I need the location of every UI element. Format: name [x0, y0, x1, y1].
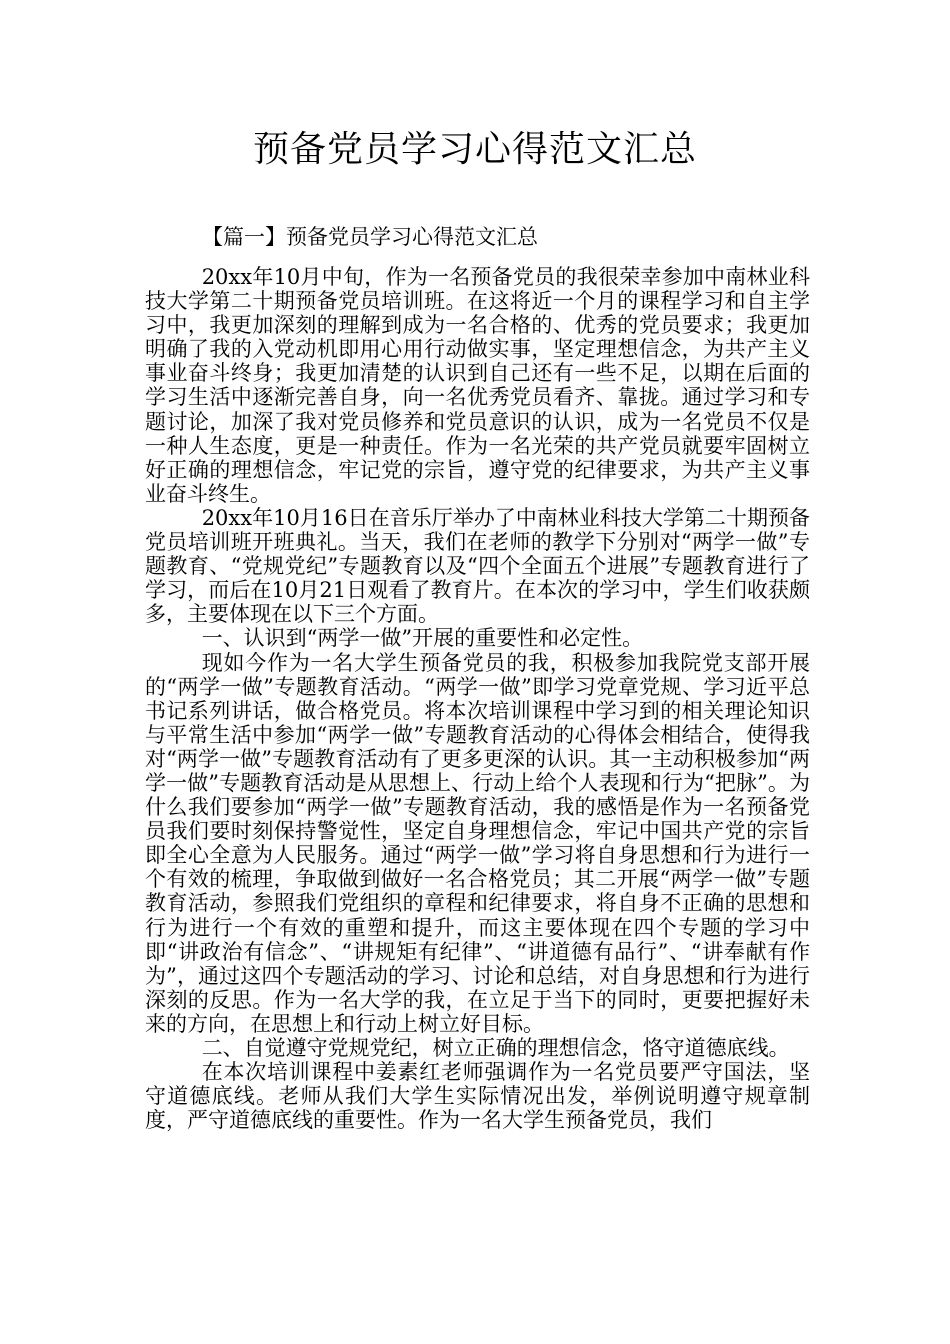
paragraph-opening-ceremony: 20xx年10月16日在音乐厅举办了中南林业科技大学第二十期预备党员培训班开班典礼。当天，我们在老师的教学下分别对“两学一做”专题教育、“党规党纪”专题教育以及“四个全面五个进展”专题教育进行了学习，而后在10月21日观看了教育片。在本次的学习中，学生们收获颇多，主要体现在以下三个方面。 [145, 505, 810, 627]
paragraph-discipline: 在本次培训课程中姜素红老师强调作为一名党员要严守国法，坚守道德底线。老师从我们大学生实际情况出发，举例说明遵守规章制度，严守道德底线的重要性。作为一名大学生预备党员，我们 [145, 1060, 810, 1133]
paragraph-subheading-1: 一、认识到“两学一做”开展的重要性和必定性。 [201, 626, 644, 651]
paragraph-intro: 20xx年10月中旬，作为一名预备党员的我很荣幸参加中南林业科技大学第二十期预备党员培训班。在这将近一个月的课程学习和自主学习中，我更加深刻的理解到成为一名合格的、优秀的党员要求；我更加明确了我的入党动机即用心用行动做实事，坚定理想信念，为共产主义事业奋斗终身；我更加清楚的认识到自己还有一些不足，以期在后面的学习生活中逐渐完善自身，向一名优秀党员看齐、靠拢。通过学习和专题讨论，加深了我对党员修养和党员意识的认识，成为一名党员不仅是一种人生态度，更是一种责任。作为一名光荣的共产党员就要牢固树立好正确的理想信念，牢记党的宗旨，遵守党的纪律要求，为共产主义事业奋斗终生。 [145, 265, 810, 506]
document-title: 预备党员学习心得范文汇总 [252, 129, 697, 170]
paragraph-subheading-2: 二、自觉遵守党规党纪，树立正确的理想信念，恪守道德底线。 [201, 1036, 790, 1060]
paragraph-liangxueyizuo: 现如今作为一名大学生预备党员的我，积极参加我院党支部开展的“两学一做”专题教育活动。“两学一做”即学习党章党规、学习近平总书记系列讲话，做合格党员。将本次培训课程中学习到的相关理论知识与平常生活中参加“两学一做”专题教育活动的心得体会相结合，使得我对“两学一做”专题教育活动有了更多更深的认识。其一主动积极参加“两学一做”专题教育活动是从思想上、行动上给个人表现和行为“把脉”。为什么我们要参加“两学一做”专题教育活动，我的感悟是作为一名预备党员我们要时刻保持警觉性，坚定自身理想信念，牢记中国共产党的宗旨即全心全意为人民服务。通过“两学一做”学习将自身思想和行为进行一个有效的梳理，争取做到做好一名合格党员；其二开展“两学一做”专题教育活动，参照我们党组织的章程和纪律要求，将自身不正确的思想和行为进行一个有效的重塑和提升，而这主要体现在四个专题的学习中即“讲政治有信念”、“讲规矩有纪律”、“讲道德有品行”、“讲奉献有作为”，通过这四个专题活动的学习、讨论和总结，对自身思想和行为进行深刻的反思。作为一名大学的我，在立足于当下的同时，更要把握好未来的方向，在思想上和行动上树立好目标。 [145, 650, 810, 1036]
section-heading: 【篇一】预备党员学习心得范文汇总 [202, 225, 538, 249]
document-body [145, 265, 810, 1132]
